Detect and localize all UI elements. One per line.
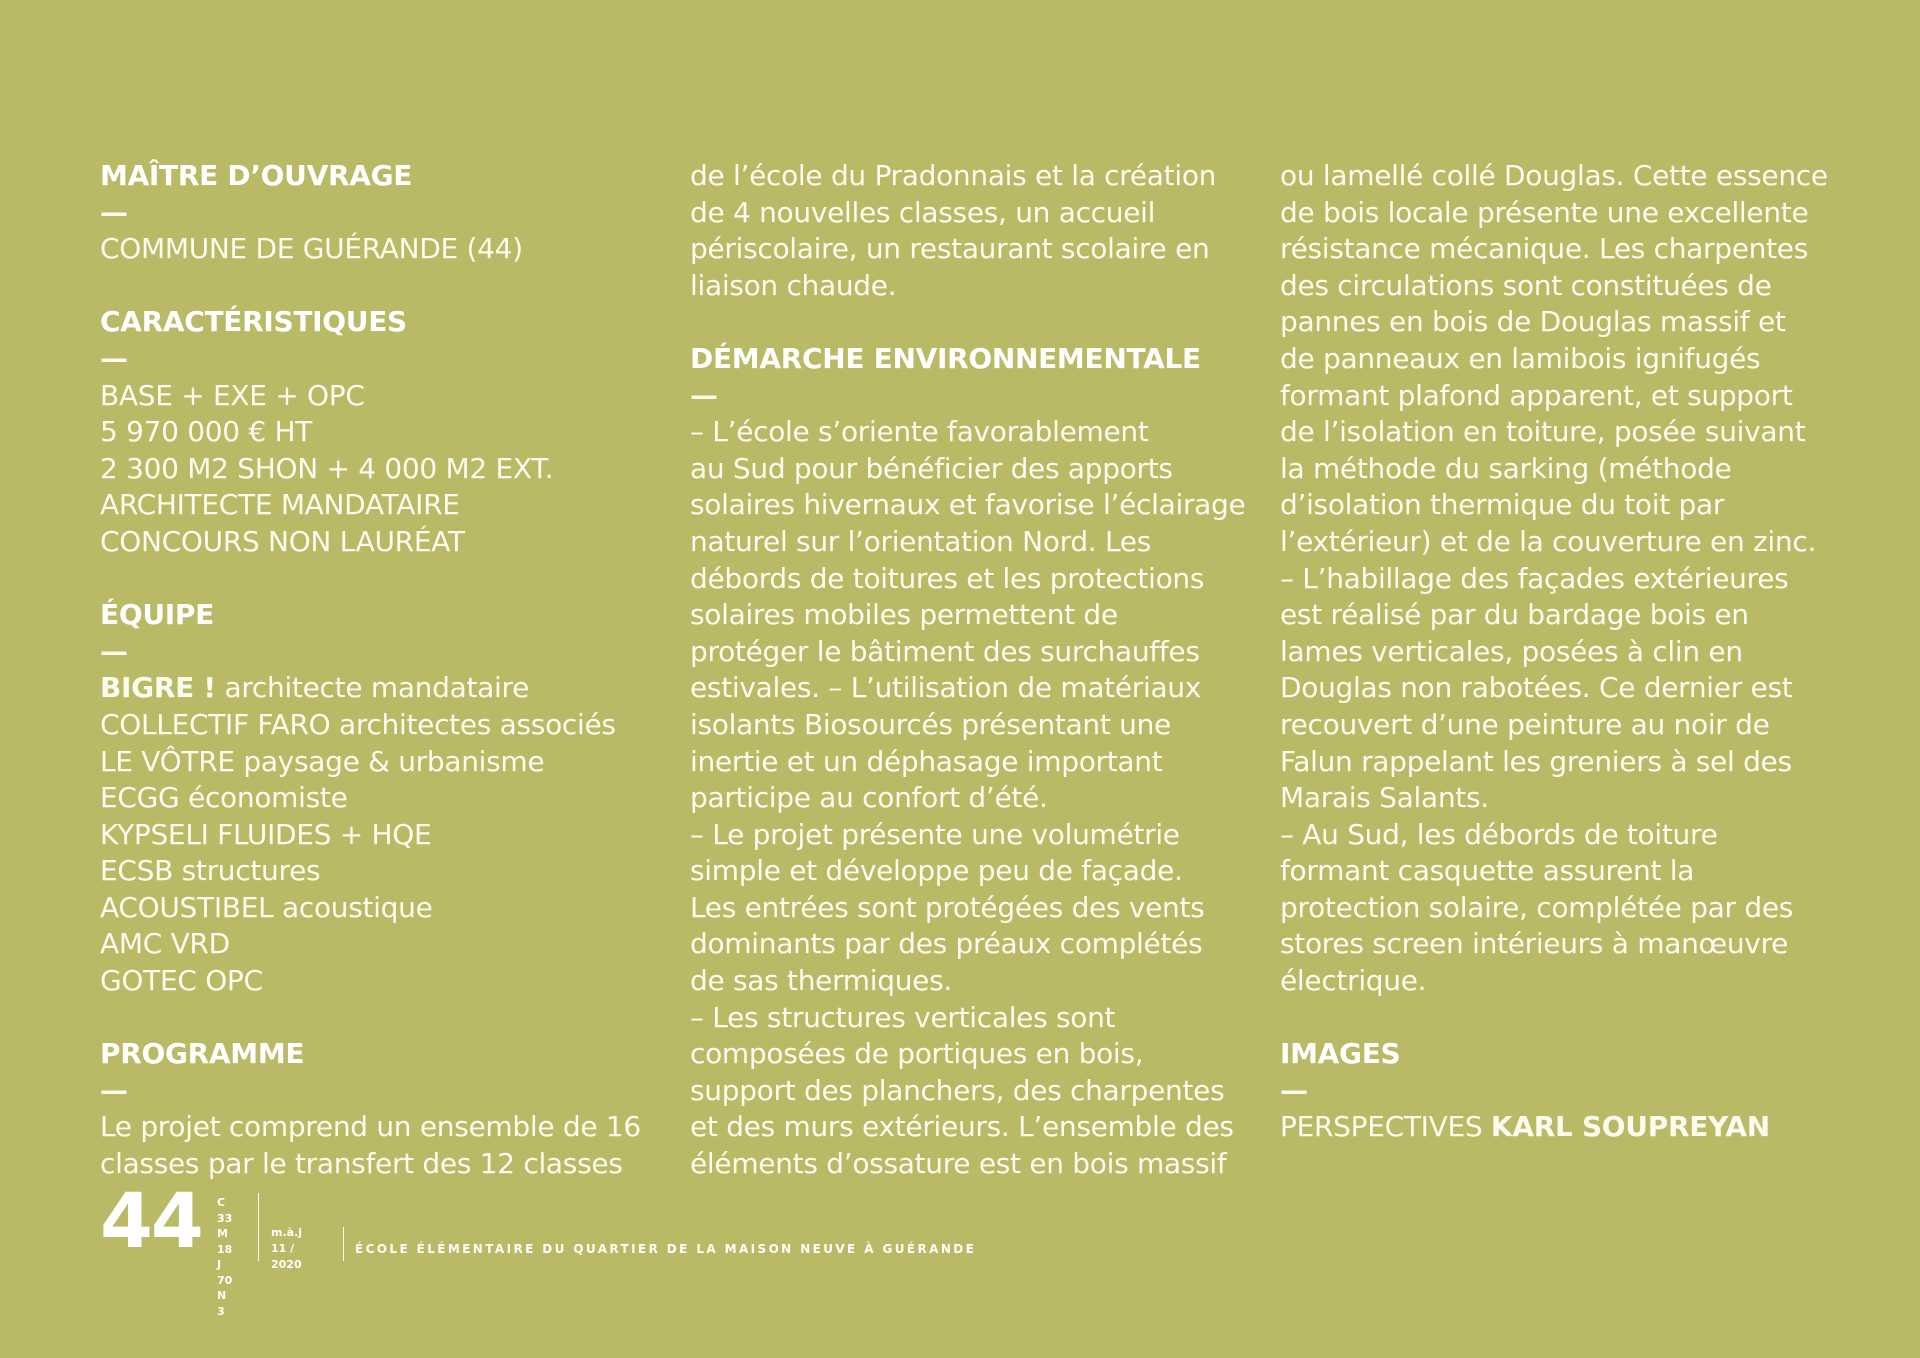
demarche-line: de bois locale présente une excellente [1280,195,1809,229]
demarche-line: dominants par des préaux complétés [690,927,1203,961]
programme-line: périscolaire, un restaurant scolaire en [690,232,1210,266]
demarche-line: l’extérieur) et de la couverture en zinc. [1280,524,1817,558]
demarche-line: isolants Biosourcés présentant une [690,707,1171,741]
spacer [100,561,660,598]
team-member-name: ECSB [100,854,174,888]
demarche-line: lames verticales, posées à clin en [1280,634,1743,668]
page-number: 44 [100,1176,202,1265]
spacer [1280,1000,1840,1037]
section-dash: — [690,378,718,412]
caracteristique-line: BASE + EXE + OPC [100,378,365,412]
images-credit-author: KARL SOUPREYAN [1490,1110,1770,1144]
demarche-line: Marais Salants. [1280,781,1489,815]
section-heading-equipe: ÉQUIPE [100,598,214,632]
demarche-line: des circulations sont constituées de [1280,268,1772,302]
images-credit [1280,1109,1840,1146]
demarche-line: ou lamellé collé Douglas. Cette essence [1280,159,1828,192]
caracteristique-line: 2 300 M2 SHON + 4 000 M2 EXT. [100,451,554,485]
demarche-line: Falun rappelant les greniers à sel des [1280,744,1792,778]
demarche-line: solaires hivernaux et favorise l’éclairage [690,488,1246,522]
team-member-role: OPC [196,964,263,998]
caracteristique-line: 5 970 000 € HT [100,415,313,449]
demarche-line: estivales. – L’utilisation de matériaux [690,671,1202,705]
section-dash: — [100,634,128,668]
section-dash: — [100,1073,128,1107]
demarche-line: Les entrées sont protégées des vents [690,890,1205,924]
team-member-name: ECGG [100,781,180,815]
demarche-line: solaires mobiles permettent de [690,598,1118,632]
programme-line: de l’école du Pradonnais et la création [690,159,1217,192]
section-heading-maitre-ouvrage: MAÎTRE D’OUVRAGE [100,159,413,192]
caracteristique-line: ARCHITECTE MANDATAIRE [100,488,460,522]
spacer [690,304,1250,341]
demarche-line: protéger le bâtiment des surchauffes [690,634,1200,668]
demarche-line: Douglas non rabotées. Ce dernier est [1280,671,1793,705]
demarche-line: composées de portiques en bois, [690,1037,1144,1071]
caracteristique-line: CONCOURS NON LAURÉAT [100,524,465,558]
update-label: m.à.j [271,1226,303,1239]
demarche-line: – Les structures verticales sont [690,1000,1116,1034]
team-member [100,963,660,1000]
demarche-line: la méthode du sarking (méthode [1280,451,1732,485]
demarche-line: de sas thermiques. [690,964,952,998]
section-dash: — [100,195,128,229]
section-heading-programme: PROGRAMME [100,1037,305,1071]
update-info [271,1225,302,1273]
demarche-line: support des planchers, des charpentes [690,1073,1225,1107]
demarche-line: pannes en bois de Douglas massif et [1280,305,1786,339]
section-heading-caracteristiques: CARACTÉRISTIQUES [100,305,407,339]
team-member-name: KYPSELI [100,817,209,851]
document-title: ÉCOLE ÉLÉMENTAIRE DU QUARTIER DE LA MAISON NEUVE À GUÉRANDE [355,1242,977,1256]
team-member-role: structures [173,854,321,888]
maitre-ouvrage-value: COMMUNE DE GUÉRANDE (44) [100,232,523,266]
demarche-line: simple et développe peu de façade. [690,854,1183,888]
footer-divider [258,1193,259,1261]
spacer [100,1000,660,1037]
demarche-line: inertie et un déphasage important [690,744,1163,778]
demarche-line: recouvert d’une peinture au noir de [1280,707,1770,741]
team-member-name: LE VÔTRE [100,744,235,778]
team-member-role: FLUIDES + HQE [208,817,432,851]
color-code-m: M 18 [217,1227,233,1256]
demarche-line: est réalisé par du bardage bois en [1280,598,1749,632]
team-member-name: AMC [100,927,162,961]
programme-line: liaison chaude. [690,268,897,302]
demarche-line: – L’école s’oriente favorablement [690,415,1149,449]
team-member-role: architectes associés [330,707,616,741]
demarche-line: de l’isolation en toiture, posée suivant [1280,415,1806,449]
demarche-line: d’isolation thermique du toit par [1280,488,1725,522]
update-date: 11 / 2020 [271,1242,302,1271]
demarche-line: au Sud pour bénéficier des apports [690,451,1173,485]
demarche-line: formant plafond apparent, et support [1280,378,1793,412]
demarche-line: protection solaire, complétée par des [1280,890,1794,924]
column-3 [1280,158,1840,1146]
demarche-line: – L’habillage des façades extérieures [1280,561,1789,595]
section-dash: — [1280,1073,1308,1107]
demarche-line: débords de toitures et les protections [690,561,1205,595]
programme-line: classes par le transfert des 12 classes [100,1147,623,1181]
images-credit-prefix: PERSPECTIVES [1280,1110,1491,1144]
demarche-line: naturel sur l’orientation Nord. Les [690,524,1152,558]
team-member-name: COLLECTIF FARO [100,707,331,741]
demarche-line: – Au Sud, les débords de toiture [1280,817,1718,851]
team-member [100,780,660,817]
team-member-role: architecte mandataire [215,671,529,705]
team-member-role: paysage & urbanisme [234,744,545,778]
team-member-role: acoustique [273,890,433,924]
team-member-name: GOTEC [100,964,197,998]
team-member [100,926,660,963]
programme-line: de 4 nouvelles classes, un accueil [690,195,1156,229]
section-dash: — [100,341,128,375]
team-member [100,670,660,707]
section-heading-images: IMAGES [1280,1037,1401,1071]
demarche-line: électrique. [1280,964,1427,998]
demarche-line: participe au confort d’été. [690,781,1048,815]
team-member-role: VRD [161,927,230,961]
team-member [100,744,660,781]
team-member [100,707,660,744]
footer-divider [343,1227,344,1261]
team-member-name: ACOUSTIBEL [100,890,274,924]
color-code-j: J 70 [217,1258,233,1287]
team-member-name: BIGRE ! [100,671,216,705]
team-member-role: économiste [179,781,348,815]
team-member [100,817,660,854]
color-codes [217,1195,232,1319]
column-1 [100,158,660,1183]
spacer [100,268,660,305]
color-code-n: N 3 [217,1289,227,1318]
section-heading-demarche: DÉMARCHE ENVIRONNEMENTALE [690,341,1201,375]
programme-line: Le projet comprend un ensemble de 16 [100,1110,641,1144]
demarche-line: – Le projet présente une volumétrie [690,817,1180,851]
demarche-line: de panneaux en lamibois ignifugés [1280,341,1761,375]
demarche-line: éléments d’ossature est en bois massif [690,1147,1227,1181]
column-2 [690,158,1250,1183]
team-member [100,890,660,927]
demarche-line: formant casquette assurent la [1280,854,1695,888]
color-code-c: C 33 [217,1196,233,1225]
demarche-line: résistance mécanique. Les charpentes [1280,232,1808,266]
demarche-line: stores screen intérieurs à manœuvre [1280,927,1789,961]
demarche-line: et des murs extérieurs. L’ensemble des [690,1110,1234,1144]
team-member [100,853,660,890]
